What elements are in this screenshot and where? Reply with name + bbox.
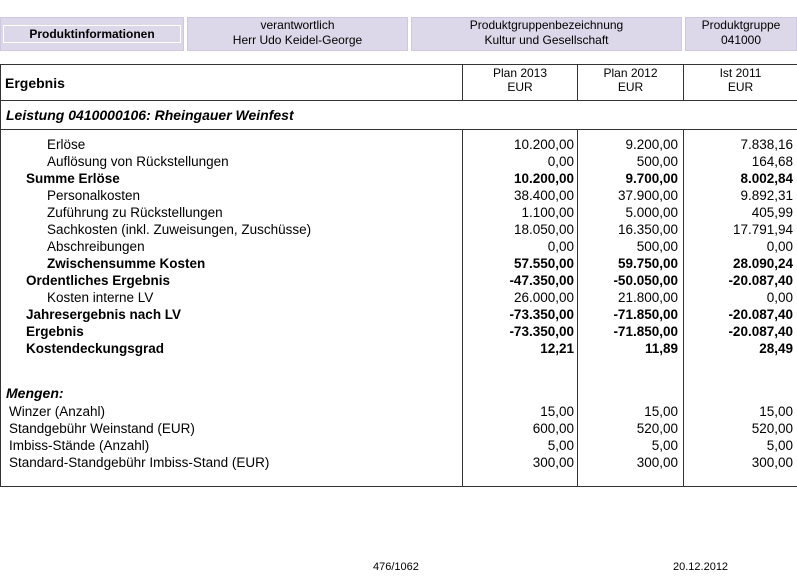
row-value-plan-2013: 38.400,00 — [513, 188, 574, 203]
row-value-plan-2013: 26.000,00 — [513, 290, 574, 305]
responsible-cell — [187, 17, 408, 51]
row-value-plan-2013: 10.200,00 — [513, 137, 574, 152]
row-value-plan-2013: -73.350,00 — [509, 307, 574, 322]
page-number: 476/1062 — [373, 561, 419, 573]
col-plan-2013-unit: EUR — [507, 80, 533, 94]
row-label: Kostendeckungsgrad — [26, 341, 165, 356]
mengen-value-plan-2012: 15,00 — [644, 404, 678, 419]
table-row — [0, 272, 797, 289]
row-value-plan-2013: -73.350,00 — [509, 324, 574, 339]
responsible-label: verantwortlich — [260, 18, 335, 32]
row-value-ist-2011: 405,99 — [751, 205, 793, 220]
row-value-ist-2011: -20.087,40 — [728, 307, 793, 322]
mengen-value-plan-2012: 5,00 — [651, 438, 678, 453]
row-value-plan-2012: 37.900,00 — [617, 188, 678, 203]
col-plan-2012 — [578, 66, 683, 98]
mengen-label: Winzer (Anzahl) — [9, 404, 106, 419]
product-info-label: Produktinformationen — [3, 25, 181, 43]
table-header-border — [0, 100, 797, 101]
row-label: Auflösung von Rückstellungen — [47, 154, 229, 169]
table-row — [0, 170, 797, 187]
group-name-cell — [411, 17, 682, 51]
row-label: Jahresergebnis nach LV — [26, 307, 182, 322]
row-value-plan-2012: 16.350,00 — [617, 222, 678, 237]
col-ist-2011 — [684, 66, 797, 98]
mengen-value-plan-2013: 15,00 — [540, 404, 574, 419]
list-item — [0, 420, 797, 437]
row-label: Sachkosten (inkl. Zuweisungen, Zuschüsse) — [47, 222, 312, 237]
list-item — [0, 454, 797, 471]
table-row — [0, 221, 797, 238]
col-ist-2011-unit: EUR — [727, 80, 754, 94]
print-date: 20.12.2012 — [673, 561, 729, 573]
table-row — [0, 289, 797, 306]
group-name-label: Produktgruppenbezeichnung — [469, 18, 624, 32]
row-value-ist-2011: 28.090,24 — [732, 256, 793, 271]
row-value-plan-2013: 18.050,00 — [513, 222, 574, 237]
section-border — [0, 129, 797, 130]
group-number: 041000 — [720, 33, 762, 47]
col-plan-2012-label: Plan 2012 — [603, 66, 658, 80]
row-value-ist-2011: 28,49 — [759, 341, 793, 356]
table-row — [0, 255, 797, 272]
row-label: Zwischensumme Kosten — [47, 256, 206, 271]
mengen-value-plan-2013: 5,00 — [547, 438, 574, 453]
group-name: Kultur und Gesellschaft — [484, 33, 609, 47]
row-value-plan-2012: 21.800,00 — [617, 290, 678, 305]
row-value-ist-2011: 7.838,16 — [740, 137, 793, 152]
row-value-ist-2011: -20.087,40 — [728, 273, 793, 288]
row-value-plan-2013: 57.550,00 — [513, 256, 574, 271]
mengen-value-ist-2011: 15,00 — [759, 404, 793, 419]
row-label: Erlöse — [47, 137, 86, 152]
section-title: Leistung 0410000106: Rheingauer Weinfest — [6, 107, 294, 123]
table-row — [0, 204, 797, 221]
mengen-value-ist-2011: 5,00 — [766, 438, 793, 453]
row-value-ist-2011: 9.892,31 — [740, 188, 793, 203]
col-plan-2013-label: Plan 2013 — [492, 66, 548, 80]
mengen-value-plan-2012: 300,00 — [636, 455, 678, 470]
row-value-plan-2013: 1.100,00 — [521, 205, 574, 220]
row-value-plan-2013: 0,00 — [547, 154, 574, 169]
row-label: Personalkosten — [47, 188, 141, 203]
row-value-ist-2011: 164,68 — [751, 154, 793, 169]
row-label: Kosten interne LV — [47, 290, 154, 305]
row-value-plan-2012: 11,89 — [644, 341, 678, 356]
group-number-cell — [685, 17, 797, 51]
group-label: Produktgruppe — [701, 18, 781, 32]
table-top-border — [0, 64, 797, 65]
mengen-value-plan-2012: 520,00 — [636, 421, 678, 436]
mengen-title: Mengen: — [6, 385, 64, 401]
list-item — [0, 437, 797, 454]
row-value-ist-2011: 8.002,84 — [740, 171, 793, 186]
table-row — [0, 238, 797, 255]
row-value-plan-2012: 500,00 — [636, 239, 678, 254]
row-value-ist-2011: 17.791,94 — [732, 222, 793, 237]
table-title: Ergebnis — [5, 75, 65, 91]
col-ist-2011-label: Ist 2011 — [719, 66, 762, 80]
row-value-plan-2012: 9.200,00 — [625, 137, 678, 152]
row-value-plan-2013: 10.200,00 — [513, 171, 574, 186]
row-value-plan-2012: 5.000,00 — [625, 205, 678, 220]
table-row — [0, 340, 797, 357]
row-value-plan-2012: 9.700,00 — [625, 171, 678, 186]
table-row — [0, 187, 797, 204]
table-row — [0, 153, 797, 170]
row-label: Summe Erlöse — [26, 171, 120, 186]
mengen-value-plan-2013: 600,00 — [532, 421, 574, 436]
row-label: Ergebnis — [26, 324, 84, 339]
table-row — [0, 136, 797, 153]
row-value-plan-2012: 59.750,00 — [617, 256, 678, 271]
table-row — [0, 306, 797, 323]
col-plan-2013 — [463, 66, 577, 98]
mengen-label: Standard-Standgebühr Imbiss-Stand (EUR) — [9, 455, 270, 470]
col-plan-2012-unit: EUR — [617, 80, 644, 94]
row-label: Ordentliches Ergebnis — [26, 273, 171, 288]
row-value-plan-2012: -71.850,00 — [613, 307, 678, 322]
row-value-plan-2013: 0,00 — [547, 239, 574, 254]
row-value-plan-2013: 12,21 — [540, 341, 574, 356]
responsible-name: Herr Udo Keidel-George — [232, 33, 363, 47]
mengen-value-ist-2011: 300,00 — [751, 455, 793, 470]
row-value-plan-2012: 500,00 — [636, 154, 678, 169]
mengen-label: Imbiss-Stände (Anzahl) — [9, 438, 150, 453]
row-label: Zuführung zu Rückstellungen — [47, 205, 223, 220]
row-value-ist-2011: -20.087,40 — [728, 324, 793, 339]
table-row — [0, 323, 797, 340]
row-label: Abschreibungen — [47, 239, 145, 254]
mengen-value-ist-2011: 520,00 — [751, 421, 793, 436]
list-item — [0, 403, 797, 420]
row-value-plan-2012: -71.850,00 — [613, 324, 678, 339]
row-value-ist-2011: 0,00 — [766, 239, 793, 254]
table-bottom-border — [0, 486, 797, 487]
mengen-label: Standgebühr Weinstand (EUR) — [9, 421, 195, 436]
row-value-plan-2012: -50.050,00 — [613, 273, 678, 288]
row-value-ist-2011: 0,00 — [766, 290, 793, 305]
mengen-value-plan-2013: 300,00 — [532, 455, 574, 470]
row-value-plan-2013: -47.350,00 — [509, 273, 574, 288]
